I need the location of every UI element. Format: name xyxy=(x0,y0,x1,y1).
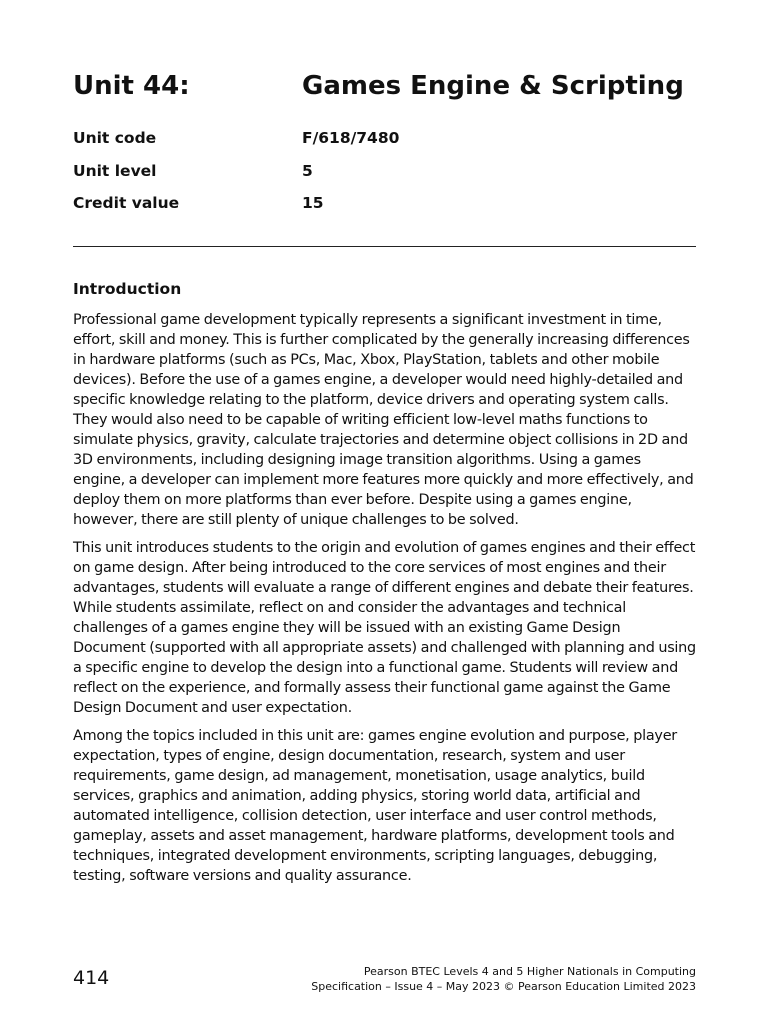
introduction-paragraph: Among the topics included in this unit are: games engine evolution and purpose, player expectation, types of engine, design documentation, research, system and user requirements, game design, ad management, monetisation, usage analytics, build services, graphics and animation, adding physics, storing world data, artificial and automated intelligence, collision detection, user interface and user control methods, gameplay, assets and asset management, hardware platforms, development tools and techniques, integrated development environments, scripting languages, debugging, testing, software versions and quality assurance. xyxy=(73,728,677,884)
introduction-body xyxy=(73,310,696,894)
meta-key: Unit level xyxy=(73,161,157,180)
section-divider xyxy=(73,246,696,247)
introduction-heading: Introduction xyxy=(73,280,182,298)
meta-value: 5 xyxy=(302,161,313,180)
meta-value: 15 xyxy=(302,194,324,212)
footer-line-1: Pearson BTEC Levels 4 and 5 Higher Nationals in Computing xyxy=(363,965,696,978)
unit-meta-table xyxy=(73,127,696,225)
meta-value: F/618/7480 xyxy=(302,129,400,147)
introduction-paragraph: This unit introduces students to the origin and evolution of games engines and their effect on game design. After being introduced to the core services of most engines and their advantages, students will evaluate a range of different engines and debate their features. While students assimilate, reflect on and consider the advantages and technical challenges of a games engine they will be issued with an existing Game Design Document (supported with all appropriate assets) and challenged with planning and using a specific engine to develop the design into a functional game. Students will review and reflect on the experience, and formally assess their functional game against the Game Design Document and user expectation. xyxy=(73,540,696,716)
unit-label: Unit 44: xyxy=(73,71,190,101)
unit-title: Games Engine & Scripting xyxy=(302,71,684,101)
page-footer xyxy=(311,964,696,994)
meta-key: Unit code xyxy=(73,129,157,147)
document-page xyxy=(73,0,696,1024)
page-number: 414 xyxy=(73,967,110,989)
introduction-paragraph: Professional game development typically represents a significant investment in time, effort, skill and money. This is further complicated by the generally increasing differences in hardware platforms (such as PCs, Mac, Xbox, PlayStation, tablets and other mobile devices). Before the use of a games engine, a developer would need highly-detailed and specific knowledge relating to the platform, device drivers and operating system calls. They would also need to be capable of writing efficient low-level maths functions to simulate physics, gravity, calculate trajectories and determine object collisions in 2D and 3D environments, including designing image transition algorithms. Using a games engine, a developer can implement more features more quickly and more effectively, and deploy them on more platforms than ever before. Despite using a games engine, however, there are still plenty of unique challenges to be solved. xyxy=(73,312,694,528)
meta-key: Credit value xyxy=(73,194,180,212)
meta-row-credit-value xyxy=(73,192,696,225)
meta-row-unit-level xyxy=(73,160,696,193)
meta-row-unit-code xyxy=(73,127,696,160)
footer-line-2: Specification – Issue 4 – May 2023 © Pearson Education Limited 2023 xyxy=(311,980,696,993)
